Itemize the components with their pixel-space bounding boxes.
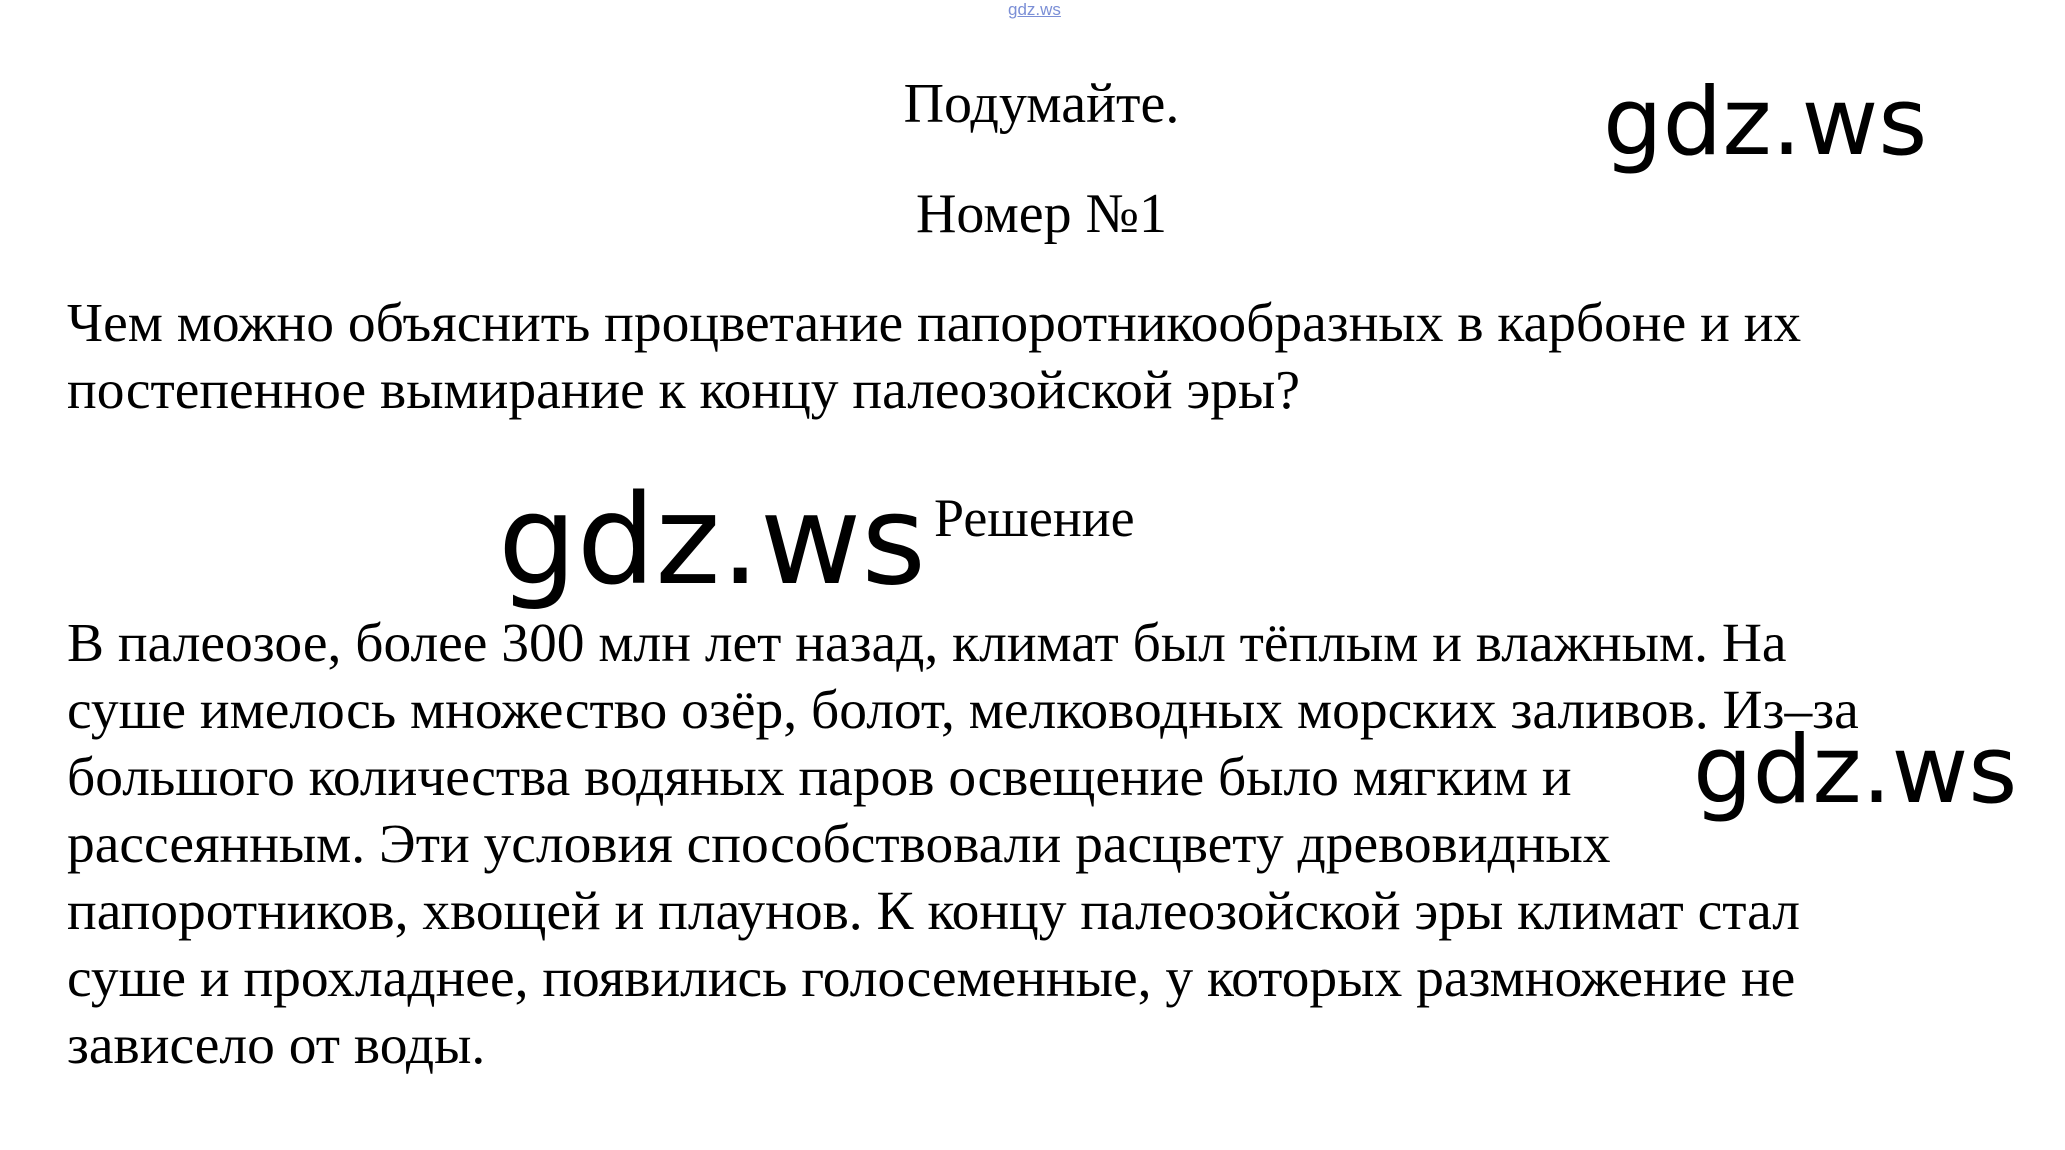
question-line: постепенное вымирание к концу палеозойской эры? <box>67 360 1300 421</box>
task-number-heading: Номер №1 <box>915 183 1168 245</box>
solution-heading: Решение <box>934 488 1135 548</box>
answer-line: рассеянным. Эти условия способствовали расцвету древовидных <box>67 814 1611 875</box>
answer-text <box>67 610 2027 1079</box>
site-watermark-small[interactable]: gdz.ws <box>1008 0 1061 19</box>
answer-line: папоротников, хвощей и плаунов. К концу палеозойской эры климат стал <box>67 881 1800 942</box>
section-heading: Подумайте. <box>903 73 1180 135</box>
watermark-logo-right: gdz.ws <box>1693 716 2018 825</box>
answer-line: суше имелось множество озёр, болот, мелководных морских заливов. Из–за <box>67 680 1859 741</box>
answer-line: В палеозое, более 300 млн лет назад, климат был тёплым и влажным. На <box>67 613 1787 674</box>
answer-line: зависело от воды. <box>67 1015 486 1076</box>
question-line: Чем можно объяснить процветание папоротникообразных в карбоне и их <box>67 293 1802 354</box>
watermark-logo-middle: gdz.ws <box>498 469 926 613</box>
answer-line: большого количества водяных паров освещение было мягким и <box>67 747 1572 808</box>
answer-line: суше и прохладнее, появились голосеменные, у которых размножение не <box>67 948 1796 1009</box>
question-text <box>67 290 2027 424</box>
watermark-logo-top: gdz.ws <box>1603 68 1928 177</box>
